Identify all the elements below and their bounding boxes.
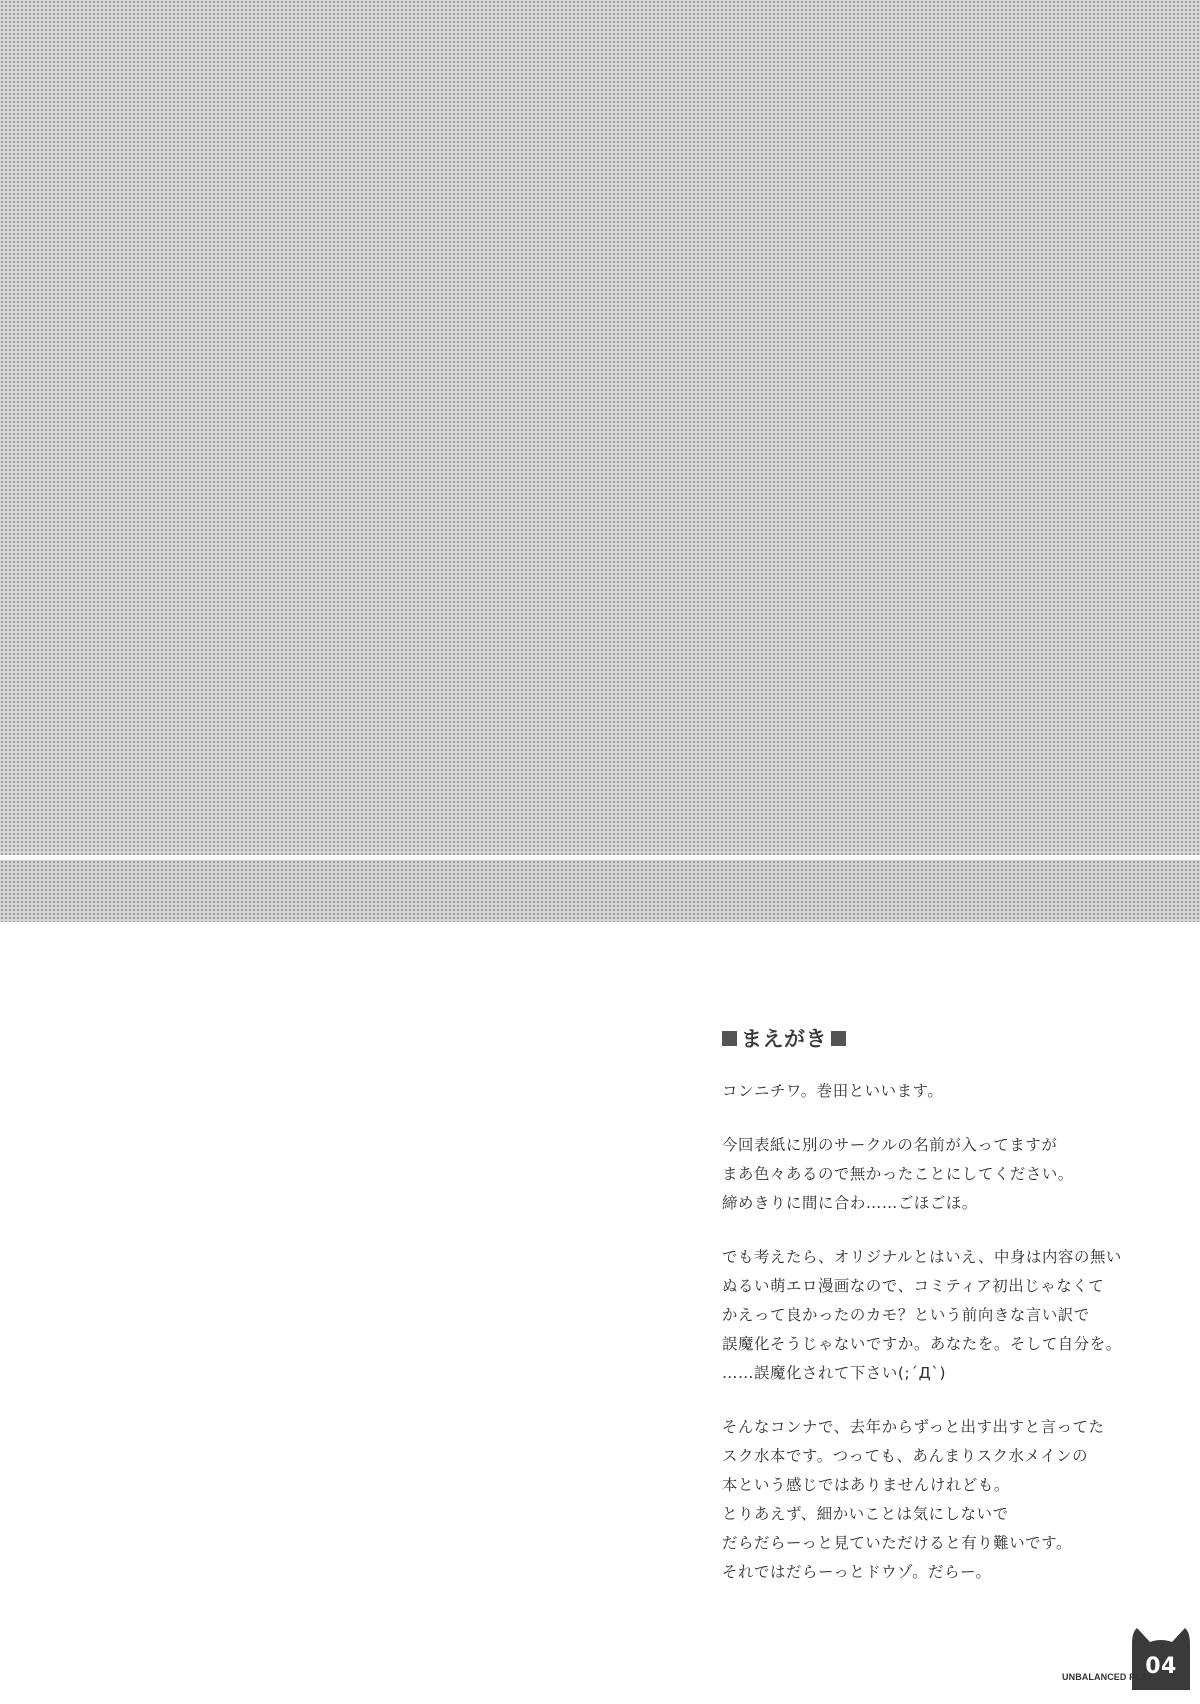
circle-name: UNBALANCED PLAY — [1062, 1672, 1153, 1682]
page-footer — [1062, 1626, 1200, 1704]
text-line: コンニチワ。巻田といいます。 — [722, 1082, 944, 1100]
text-line: でも考えたら、オリジナルとはいえ、中身は内容の無い — [722, 1248, 1122, 1266]
text-line: そんなコンナで、去年からずっと出す出すと言ってた — [722, 1418, 1105, 1436]
text-line: 本という感じではありませんけれども。 — [722, 1476, 1010, 1494]
afterword-heading — [722, 1020, 1162, 1056]
afterword-title: まえがき — [741, 1027, 827, 1051]
text-line: かえって良かったのカモ？という前向きな言い訳で — [722, 1306, 1090, 1324]
text-line: それではだらーっとドウゾ。だらー。 — [722, 1563, 992, 1581]
text-line: 今回表紙に別のサークルの名前が入ってますが — [722, 1136, 1058, 1154]
text-line: スク水本です。つっても、あんまりスク水メインの — [722, 1447, 1089, 1465]
page-number: 04 — [1145, 1654, 1177, 1679]
afterword-paragraph — [722, 1413, 1162, 1587]
text-line: まあ色々あるので無かったことにしてください。 — [722, 1165, 1074, 1183]
afterword-section — [722, 1020, 1162, 1612]
screentone-band — [0, 860, 1200, 922]
afterword-paragraph — [722, 1077, 1162, 1106]
text-line: とりあえず、細かいことは気にしないで — [722, 1505, 1009, 1523]
afterword-paragraph — [722, 1243, 1162, 1388]
text-line: 誤魔化そうじゃないですか。あなたを。そして自分を。 — [722, 1335, 1122, 1353]
afterword-paragraph — [722, 1131, 1162, 1218]
heading-square-right — [831, 1031, 846, 1046]
heading-square-left — [722, 1031, 737, 1046]
text-line: だらだらーっと見ていただけると有り難いです。 — [722, 1534, 1072, 1552]
text-line: ぬるい萌エロ漫画なので、コミティア初出じゃなくて — [722, 1277, 1105, 1295]
text-line: ……誤魔化されて下さい(;´Д`) — [722, 1364, 947, 1382]
text-line: 締めきりに間に合わ……ごほごほ。 — [722, 1194, 978, 1212]
